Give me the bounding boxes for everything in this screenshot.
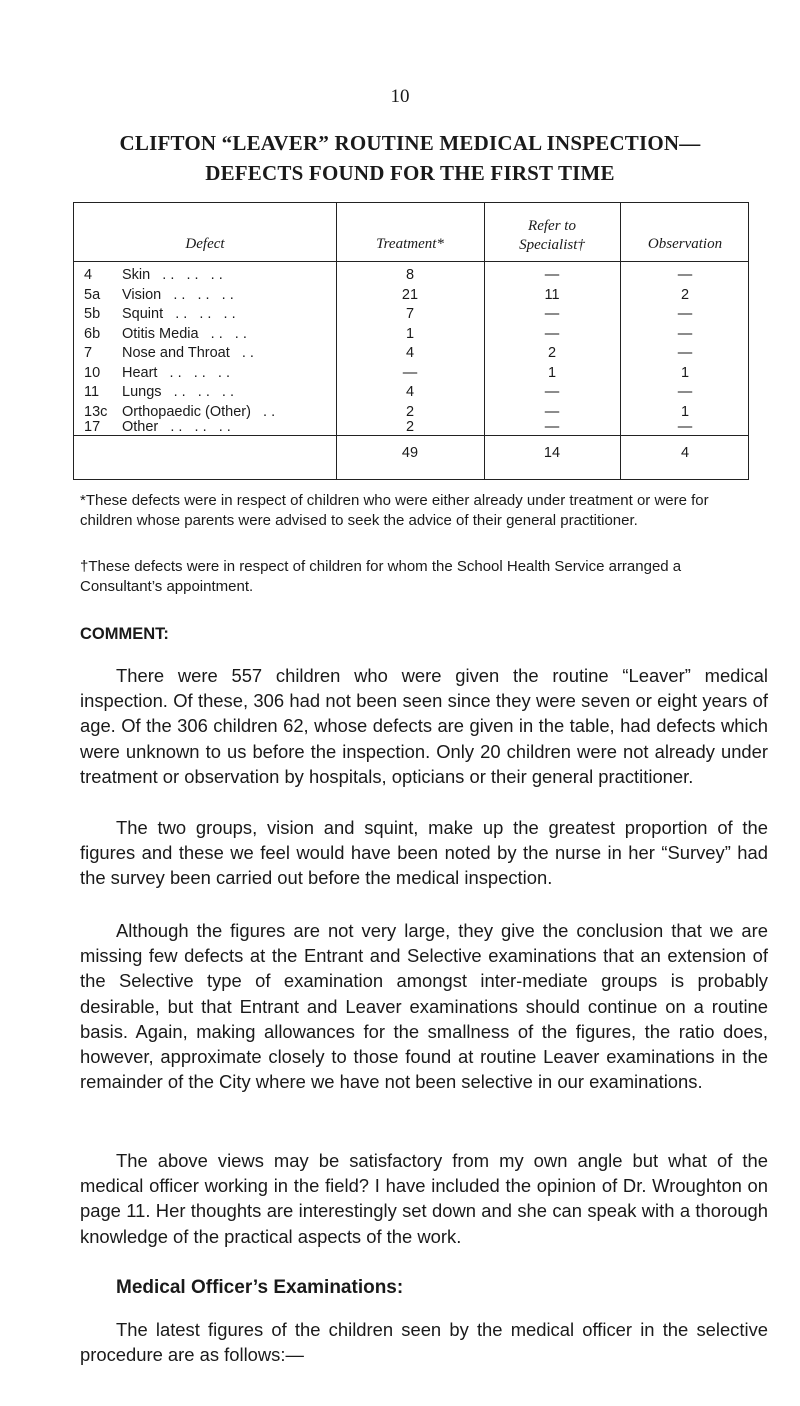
row-defect: Squint . . . . . . bbox=[122, 306, 236, 322]
title-line-2: DEFECTS FOUND FOR THE FIRST TIME bbox=[205, 161, 615, 185]
row-defect: Heart . . . . . . bbox=[122, 364, 230, 381]
row-code: 11 bbox=[84, 384, 100, 400]
row-refer: 11 bbox=[544, 286, 560, 303]
row-refer: — bbox=[544, 384, 560, 400]
row-observation: 2 bbox=[680, 286, 690, 303]
row-refer: — bbox=[544, 403, 560, 420]
row-observation: — bbox=[677, 384, 693, 400]
row-treatment: — bbox=[402, 364, 418, 381]
paragraph-3: Although the figures are not very large, they give the conclusion that we are missing few defects at the Entrant and Selective examinations that an extension of the Selective type of examination amongst inter-mediate groups is probably desirable, but that Entrant and Leaver examinations should continue on a routine basis. Again, making allowances for the smallness of the figures, the ratio does, however, approximate closely to those found at routine Leaver examinations in the remainder of the City where we have not been selective in our examinations. bbox=[80, 920, 768, 1093]
total-observation: 4 bbox=[680, 445, 690, 461]
row-defect: Vision . . . . . . bbox=[122, 286, 234, 303]
section-subheading: Medical Officer’s Examinations: bbox=[116, 1277, 404, 1298]
paragraph-1: There were 557 children who were given the routine “Leaver” medical inspection. Of these, 306 had not been seen since they were seven or eight years of age. Of the 306 children 62, whose defects are given in the table, had defects which were unknown to us before the inspection. Only 20 children were not already under treatment or observation by hospitals, opticians or their general practitioner. bbox=[80, 665, 768, 787]
row-observation: — bbox=[677, 306, 693, 322]
row-treatment: 4 bbox=[405, 384, 415, 400]
page-number: 10 bbox=[390, 86, 410, 107]
table-row bbox=[74, 324, 750, 344]
header-rule bbox=[74, 261, 748, 262]
row-code: 17 bbox=[84, 419, 101, 435]
row-observation: — bbox=[677, 325, 693, 342]
row-code: 4 bbox=[84, 267, 93, 283]
row-observation: — bbox=[677, 419, 693, 435]
header-defect: Defect bbox=[185, 236, 225, 252]
row-refer: — bbox=[544, 267, 560, 283]
total-treatment: 49 bbox=[401, 445, 419, 461]
row-code: 5b bbox=[84, 306, 101, 322]
total-refer: 14 bbox=[543, 445, 561, 461]
row-defect: Orthopaedic (Other) . . bbox=[122, 403, 276, 420]
header-refer-specialist bbox=[484, 217, 620, 255]
table-row bbox=[74, 417, 750, 437]
paragraph-2: The two groups, vision and squint, make up the greatest proportion of the figures and these we feel would have been noted by the nurse in her “Survey” had the survey been carried out before the medical inspection. bbox=[80, 817, 768, 889]
row-observation: 1 bbox=[680, 364, 690, 381]
row-observation: 1 bbox=[680, 403, 690, 420]
row-defect: Nose and Throat . . bbox=[122, 345, 254, 361]
header-observation: Observation bbox=[647, 236, 723, 252]
row-treatment: 1 bbox=[405, 325, 415, 342]
row-defect: Lungs . . . . . . bbox=[122, 384, 235, 400]
row-observation: — bbox=[677, 345, 693, 361]
row-refer: — bbox=[544, 325, 560, 342]
row-code: 5a bbox=[84, 286, 101, 303]
paragraph-4: The above views may be satisfactory from my own angle but what of the medical officer working in the field? I have included the opinion of Dr. Wroughton on page 11. Her thoughts are interestingly set down and she can speak with a thorough knowledge of the practical aspects of the work. bbox=[80, 1150, 768, 1247]
defects-table bbox=[73, 202, 749, 480]
row-treatment: 7 bbox=[405, 306, 415, 322]
table-row bbox=[74, 363, 750, 383]
comment-heading: COMMENT: bbox=[80, 625, 169, 643]
table-row bbox=[74, 285, 750, 305]
row-code: 10 bbox=[84, 364, 101, 381]
row-defect: Skin . . . . . . bbox=[122, 267, 223, 283]
table-row bbox=[74, 265, 750, 285]
row-treatment: 21 bbox=[401, 286, 419, 303]
row-code: 7 bbox=[84, 345, 93, 361]
row-defect: Otitis Media . . . . bbox=[122, 325, 247, 342]
row-refer: — bbox=[544, 419, 560, 435]
header-refer-text: Refer to Specialist† bbox=[519, 218, 585, 253]
row-treatment: 2 bbox=[405, 403, 415, 420]
row-observation: — bbox=[677, 267, 693, 283]
row-code: 6b bbox=[84, 325, 101, 342]
table-row bbox=[74, 382, 750, 402]
row-treatment: 8 bbox=[405, 267, 415, 283]
header-treatment: Treatment* bbox=[376, 236, 444, 252]
title-line-1: CLIFTON “LEAVER” ROUTINE MEDICAL INSPECTION— bbox=[119, 131, 701, 155]
row-treatment: 4 bbox=[405, 345, 415, 361]
totals-row bbox=[74, 441, 750, 465]
final-paragraph: The latest figures of the children seen by the medical officer in the selective procedure are as follows:— bbox=[80, 1319, 768, 1366]
row-defect: Other . . . . . . bbox=[122, 419, 231, 435]
row-treatment: 2 bbox=[405, 419, 415, 435]
table-row bbox=[74, 304, 750, 324]
row-refer: — bbox=[544, 306, 560, 322]
row-refer: 1 bbox=[547, 364, 557, 381]
row-code: 13c bbox=[84, 403, 108, 420]
page-title bbox=[60, 128, 760, 188]
table-row bbox=[74, 343, 750, 363]
footnote-treatment: *These defects were in respect of children who were either already under treatment or were for children whose parents were advised to seek the advice of their general practitioner. bbox=[80, 492, 709, 529]
row-refer: 2 bbox=[547, 345, 557, 361]
footnote-specialist: †These defects were in respect of children for whom the School Health Service arranged a Consultant’s appointment. bbox=[80, 558, 682, 595]
